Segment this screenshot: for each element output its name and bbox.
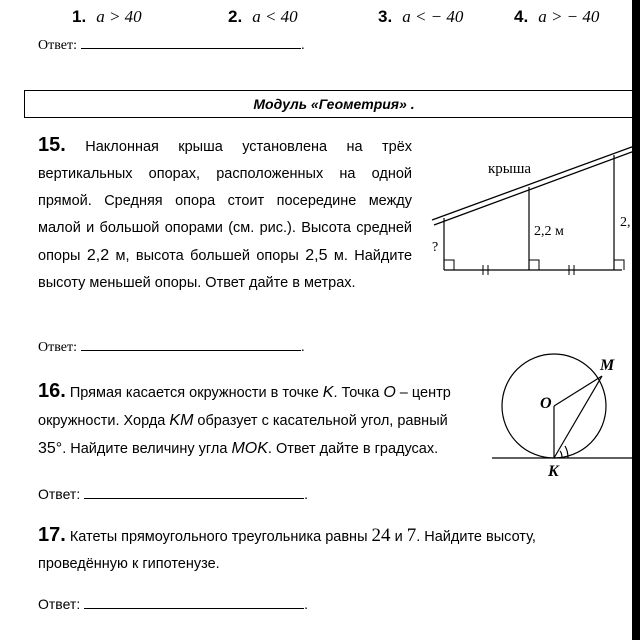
- task-text: образует с касательной угол, равный: [193, 413, 448, 429]
- task-text: Катеты прямоугольного треугольника равны: [65, 529, 372, 545]
- task-16: [38, 378, 470, 463]
- radius-om: [554, 376, 602, 406]
- option-2: [228, 7, 298, 27]
- answer-label: Ответ:: [38, 486, 81, 502]
- task-text: и: [394, 529, 403, 545]
- roof-figure: [418, 138, 640, 278]
- module-title: Модуль «Геометрия» .: [24, 90, 640, 118]
- right-angle-mark: [614, 260, 624, 270]
- option-1: [72, 7, 142, 27]
- task-text: . Точка: [333, 385, 384, 401]
- unknown-height-label: ?: [432, 240, 439, 255]
- page-edge: [632, 0, 640, 640]
- label-k: K: [548, 463, 559, 480]
- answer-blank[interactable]: [81, 36, 301, 49]
- right-angle-mark: [444, 260, 454, 270]
- option-4: [514, 7, 599, 27]
- leg-a: 24: [371, 525, 391, 546]
- task-17: [38, 522, 598, 578]
- task-text: м, высота большей опоры: [109, 248, 306, 264]
- answer-blank[interactable]: [84, 486, 304, 499]
- roof-line-top: [432, 144, 640, 220]
- option-expression: a > 40: [96, 7, 142, 26]
- option-expression: a < 40: [252, 7, 298, 26]
- task-text: . Найдите величину угла: [62, 441, 232, 457]
- task-15: [38, 132, 412, 297]
- task-number: 17.: [38, 524, 66, 546]
- answer-line-17: Ответ: .: [38, 596, 308, 612]
- chord-km: KM: [169, 412, 194, 429]
- roof-label: крыша: [488, 161, 532, 177]
- angle-value: 35°: [38, 440, 63, 457]
- option-expression: a > − 40: [538, 7, 600, 26]
- option-3: [378, 7, 463, 27]
- circle-figure: [488, 348, 636, 482]
- option-number: 3.: [378, 7, 393, 26]
- point-o: O: [383, 384, 396, 401]
- point-k: K: [322, 384, 334, 401]
- answer-blank[interactable]: [81, 338, 301, 351]
- label-m: M: [600, 357, 615, 374]
- answer-label: Ответ:: [38, 38, 77, 53]
- task-text: – центр окружности. Хорда: [38, 385, 451, 429]
- label-o: O: [540, 395, 552, 412]
- option-number: 2.: [228, 7, 243, 26]
- task-number: 15.: [38, 134, 66, 156]
- value-mid: 2,2: [86, 247, 110, 264]
- angle-mok: MOK: [231, 440, 268, 457]
- answer-blank[interactable]: [84, 596, 304, 609]
- answer-label: Ответ:: [38, 596, 81, 612]
- task-text: . Ответ дайте в градусах.: [267, 441, 439, 457]
- value-big: 2,5: [305, 247, 328, 264]
- answer-line-15: Ответ: .: [38, 338, 305, 355]
- right-angle-mark: [529, 260, 539, 270]
- roof-line-bottom: [434, 149, 640, 225]
- big-height-label: 2,: [620, 215, 631, 230]
- middle-height-label: 2,2 м: [534, 224, 564, 239]
- task-text: . Найдите высоту, проведённую к гипотенузе.: [38, 529, 536, 572]
- task-text: Наклонная крыша установлена на трёх вертикальных опорах, расположенных на одной прямой. Средняя опора стоит посередине между малой и большой опорами (см. рис.). Высота средней опоры: [38, 139, 413, 264]
- answer-line-14: Ответ: .: [38, 36, 305, 53]
- option-number: 1.: [72, 7, 87, 26]
- chord-km-line: [554, 376, 602, 458]
- answer-label: Ответ:: [38, 340, 77, 355]
- task-text: м. Найдите высоту меньшей опоры. Ответ дайте в метрах.: [38, 248, 413, 291]
- option-expression: a < − 40: [402, 7, 464, 26]
- answer-line-16: Ответ: .: [38, 486, 308, 502]
- task-text: Прямая касается окружности в точке: [65, 385, 323, 401]
- option-number: 4.: [514, 7, 529, 26]
- task-number: 16.: [38, 380, 66, 402]
- leg-b: 7: [406, 525, 417, 546]
